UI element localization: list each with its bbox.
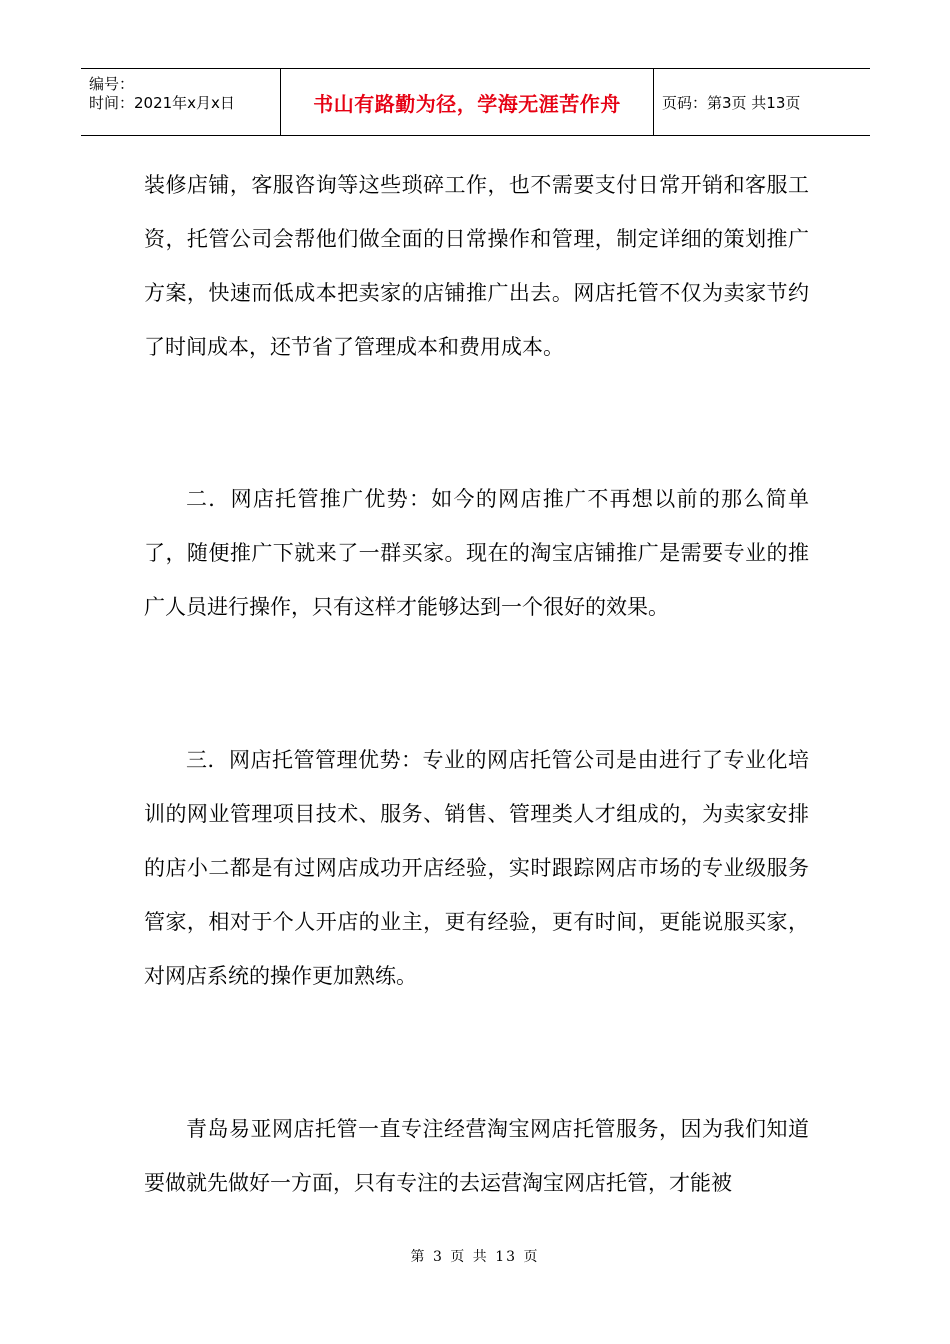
document-date: 时间：2021年x月x日 <box>89 94 235 112</box>
paragraph-text: 三．网店托管管理优势：专业的网店托管公司是由进行了专业化培训的网业管理项目技术、服务、销售、管理类人才组成的，为卖家安排的店小二都是有过网店成功开店经验，实时跟踪网店市场的专业级服务管家，相对于个人开店的业主，更有经验，更有时间，更能说服买家，对网店系统的操作更加熟练。 <box>144 748 809 988</box>
body-paragraph-4 <box>144 1102 809 1210</box>
page-footer: 第 3 页 共 13 页 <box>410 1249 540 1265</box>
paragraph-text: 装修店铺，客服咨询等这些琐碎工作，也不需要支付日常开销和客服工资，托管公司会帮他们做全面的日常操作和管理，制定详细的策划推广方案，快速而低成本把卖家的店铺推广出去。网店托管不仅为卖家节约了时间成本，还节省了管理成本和费用成本。 <box>144 173 809 359</box>
header-page-cell <box>654 69 870 135</box>
paragraph-text: 二．网店托管推广优势：如今的网店推广不再想以前的那么简单了，随便推广下就来了一群买家。现在的淘宝店铺推广是需要专业的推广人员进行操作，只有这样才能够达到一个很好的效果。 <box>144 487 809 619</box>
document-number-label: 编号： <box>89 75 135 93</box>
body-paragraph-3 <box>144 733 809 1003</box>
header-motto: 书山有路勤为径，学海无涯苦作舟 <box>313 91 621 116</box>
paragraph-text: 青岛易亚网店托管一直专注经营淘宝网店托管服务，因为我们知道要做就先做好一方面，只有专注的去运营淘宝网店托管，才能被 <box>144 1117 809 1195</box>
body-paragraph-1 <box>144 158 809 374</box>
header-page-info: 页码：第3页 共13页 <box>662 93 801 112</box>
header-motto-cell <box>281 69 654 135</box>
document-header <box>81 68 870 136</box>
header-meta-cell <box>81 69 281 135</box>
body-paragraph-2 <box>144 472 809 634</box>
